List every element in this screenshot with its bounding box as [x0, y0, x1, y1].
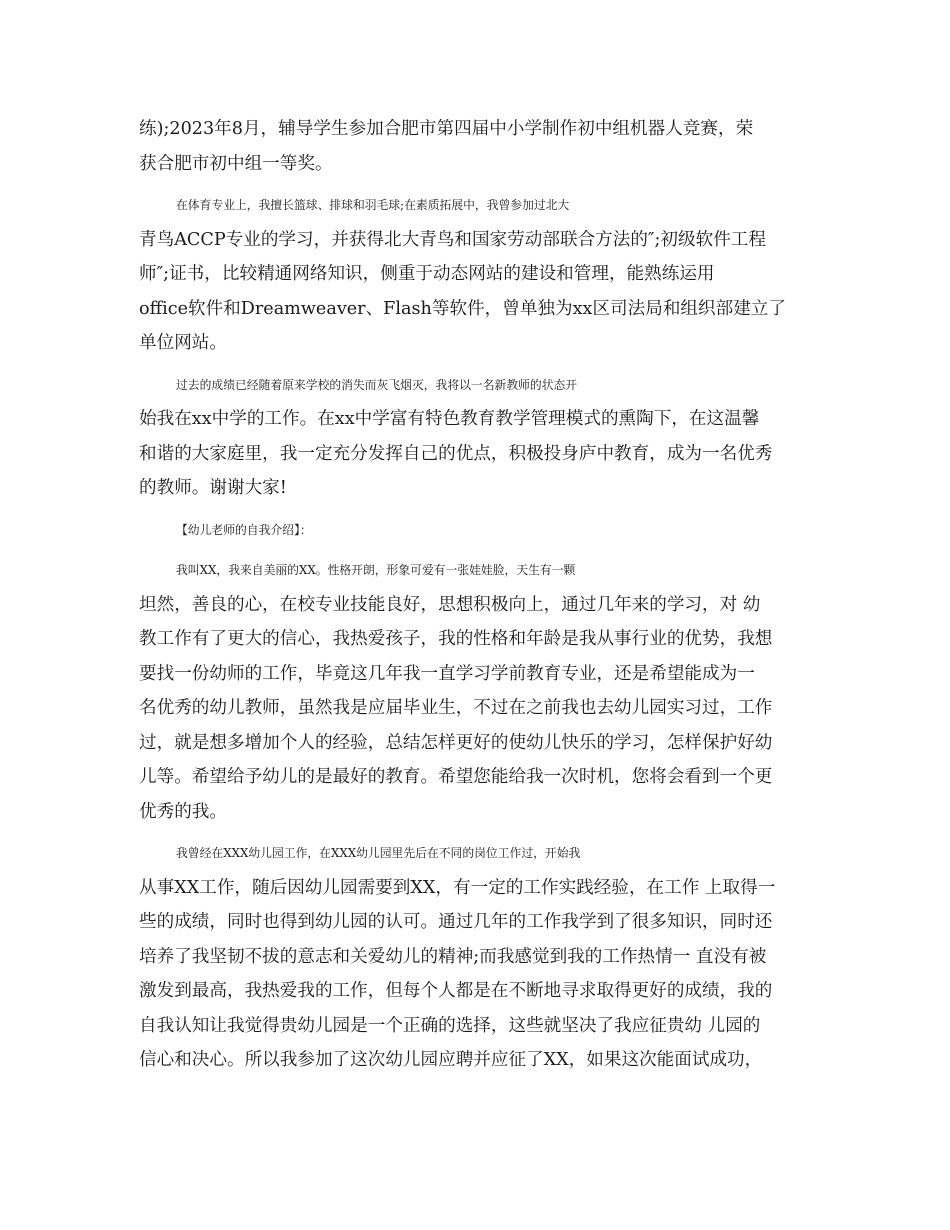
text-line: 我叫XX，我来自美丽的XX。性格开朗，形象可爱有一张娃娃脸，天生有一颗 — [176, 563, 576, 577]
text-line: 自我认知让我觉得贵幼儿园是一个正确的选择，这些就坚决了我应征贵幼 儿园的 — [139, 1015, 761, 1036]
text-line: 从事XX工作，随后因幼儿园需要到XX，有一定的工作实践经验，在工作 上取得一 — [139, 877, 776, 898]
text-line: 优秀的我。 — [139, 801, 227, 822]
text-line: 获合肥市初中组一等奖。 — [139, 153, 333, 174]
section-heading — [139, 513, 811, 548]
text-line: 坦然，善良的心，在校专业技能良好，思想积极向上，通过几年来的学习，对 幼 — [139, 594, 761, 615]
text-line: 和谐的大家庭里，我一定充分发挥自己的优点，积极投身庐中教育，成为一名优秀 — [139, 443, 773, 464]
paragraph-introduction — [139, 553, 811, 829]
paragraph-closing — [139, 368, 811, 506]
text-line: 激发到最高，我热爱我的工作，但每个人都是在不断地寻求取得更好的成绩，我的 — [139, 981, 773, 1001]
text-line: 过去的成绩已经随着原来学校的消失而灰飞烟灭，我将以一名新教师的状态开 — [176, 377, 578, 392]
text-line: 名优秀的幼儿教师，虽然我是应届毕业生，不过在之前我也去幼儿园实习过，工作 — [139, 698, 773, 718]
text-line: 的教师。谢谢大家! — [139, 478, 287, 498]
text-line: office软件和Dreamweaver、Flash等软件，曾单独为xx区司法局和组织部建立了 — [139, 298, 786, 319]
text-line: 过，就是想多增加个人的经验，总结怎样更好的使幼儿快乐的学习，怎样保护好幼 — [139, 732, 773, 753]
text-line: 始我在xx中学的工作。在xx中学富有特色教育教学管理模式的熏陶下，在这温馨 — [139, 409, 760, 429]
text-line: 信心和决心。所以我参加了这次幼儿园应聘并应征了XX，如果这次能面试成功， — [139, 1050, 763, 1070]
text-line: 单位网站。 — [139, 333, 227, 353]
text-line: 师″;证书，比较精通网络知识，侧重于动态网站的建设和管理，能熟练运用 — [139, 264, 715, 284]
text-line: 练);2023年8月，辅导学生参加合肥市第四届中小学制作初中组机器人竞赛，荣 — [139, 119, 754, 139]
text-line: 我曾经在XXX幼儿园工作，在XXX幼儿园里先后在不同的岗位工作过，开始我 — [176, 846, 581, 860]
paragraph-experience — [139, 836, 811, 1078]
heading-text: 【幼儿老师的自我介绍】： — [176, 522, 312, 537]
text-line: 儿等。希望给予幼儿的是最好的教育。希望您能给我一次时机，您将会看到一个更 — [139, 767, 773, 787]
text-line: 在体育专业上，我擅长篮球、排球和羽毛球;在素质拓展中，我曾参加过北大 — [176, 198, 570, 212]
paragraph-skills — [139, 188, 811, 361]
document-body — [139, 112, 811, 1085]
text-line: 培养了我坚韧不拔的意志和关爱幼儿的精神;而我感觉到我的工作热情一 直没有被 — [139, 946, 767, 967]
text-line: 些的成绩，同时也得到幼儿园的认可。通过几年的工作我学到了很多知识，同时还 — [139, 912, 773, 932]
text-line: 教工作有了更大的信心，我热爱孩子，我的性格和年龄是我从事行业的优势，我想 — [139, 629, 773, 649]
text-line: 要找一份幼师的工作，毕竟这几年我一直学习学前教育专业，还是希望能成为一 — [139, 663, 755, 684]
paragraph-award — [139, 112, 811, 181]
text-line: 青鸟ACCP专业的学习，并获得北大青鸟和国家劳动部联合方法的″;初级软件工程 — [139, 229, 766, 250]
